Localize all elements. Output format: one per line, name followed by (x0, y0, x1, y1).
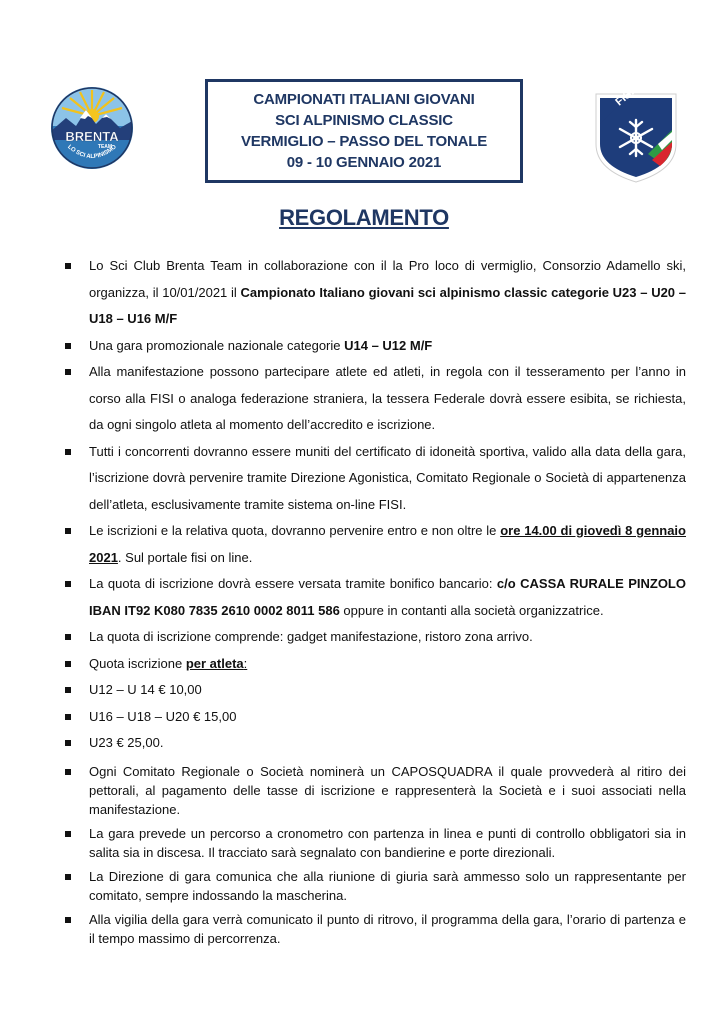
rule-text: Lo Sci Club Brenta Team in collaborazione con il la Pro loco di vermiglio, Consorzio Adamello ski, organizza, il 10/01/2021 il (89, 258, 686, 300)
rule-text: Tutti i concorrenti dovranno essere muniti del certificato di idoneità sportiva, valido alla data della gara, l’iscrizione dovrà pervenire tramite Direzione Agonistica, Comitato Regionale o Società di appartenenza dell’atleta, esclusivamente tramite sistema on-line FISI. (89, 443, 686, 512)
rule-item (62, 624, 686, 651)
rule-item (62, 677, 686, 704)
rule-item (62, 333, 686, 360)
rule-item (62, 518, 686, 571)
rule-text: La Direzione di gara comunica che alla riunione di giuria sarà ammesso solo un rappresentante per comitato, sempre indossando la mascherina. (89, 868, 686, 903)
event-title-box (205, 79, 523, 183)
event-title-line: CAMPIONATI ITALIANI GIOVANI (253, 91, 475, 108)
rule-text: Alla manifestazione possono partecipare atlete ed atleti, in regola con il tesseramento per l’anno in corso alla FISI o analoga federazione straniera, la tessera Federale dovrà essere esibita, se richiesta, da ogni singolo atleta al momento dell’accredito e iscrizione. (89, 364, 686, 432)
svg-text:FISI: FISI (613, 86, 637, 109)
rule-text: c/o CASSA RURALE PINZOLO IBAN IT92 K080 7835 2610 0002 8011 586 (89, 576, 686, 618)
rule-item (62, 910, 686, 948)
svg-text:LO SCI ALPINISMO: LO SCI ALPINISMO (66, 144, 118, 161)
rule-text: Quota iscrizione (89, 655, 186, 671)
rule-text: Una gara promozionale nazionale categorie (89, 337, 345, 353)
bullet-icon (65, 714, 71, 720)
svg-text:BRENTA: BRENTA (65, 129, 119, 144)
rule-item (62, 651, 686, 678)
brenta-team-logo-icon (50, 86, 134, 170)
bullet-icon (65, 917, 71, 923)
rule-item (62, 730, 686, 757)
bullet-icon (65, 369, 71, 375)
rule-text: oppure in contanti alla società organizzatrice. (339, 602, 604, 618)
rules-list (62, 253, 686, 948)
rule-text: U12 – U 14 € 10,00 (89, 682, 202, 697)
rule-item (62, 824, 686, 862)
rule-text: U16 – U18 – U20 € 15,00 (89, 708, 237, 724)
rule-item (62, 253, 686, 333)
event-title-line: 09 - 10 GENNAIO 2021 (286, 154, 442, 171)
rule-item (62, 704, 686, 731)
rule-text: U23 € 25,00. (89, 735, 164, 750)
rule-text: Alla vigilia della gara verrà comunicato il punto di ritrovo, il programma della gara, l’orario di partenza e il tempo massimo di percorrenza. (89, 911, 686, 946)
rule-item (62, 867, 686, 905)
bullet-icon (65, 634, 71, 640)
bullet-icon (65, 661, 71, 667)
rule-item (62, 571, 686, 624)
bullet-icon (65, 449, 71, 455)
svg-text:TEAM: TEAM (97, 144, 113, 150)
rule-item (62, 359, 686, 439)
bullet-icon (65, 874, 71, 880)
rule-text: Le iscrizioni e la relativa quota, dovranno pervenire entro e non oltre le (89, 523, 501, 538)
rule-text: La gara prevede un percorso a cronometro con partenza in linea e punti di controllo obbligatori sia in salita sia in discesa. Il tracciato sarà segnalato con bandierine e porte direzionali. (89, 825, 686, 860)
rule-text: La quota di iscrizione comprende: gadget manifestazione, ristoro zona arrivo. (89, 629, 533, 644)
fisi-logo-icon (590, 84, 682, 184)
event-title-line: SCI ALPINISMO CLASSIC (275, 112, 453, 129)
bullet-icon (65, 769, 71, 775)
rule-text: : (243, 655, 248, 671)
rule-text: per atleta (185, 655, 244, 671)
bullet-icon (65, 740, 71, 746)
bullet-icon (65, 831, 71, 837)
bullet-icon (65, 687, 71, 693)
event-title-line: VERMIGLIO – PASSO DEL TONALE (240, 133, 488, 150)
rule-item (62, 439, 686, 519)
rule-item (62, 762, 686, 819)
rule-text: U14 – U12 M/F (344, 337, 433, 353)
document-heading: REGOLAMENTO (279, 205, 449, 230)
bullet-icon (65, 528, 71, 534)
rule-text: ore 14.00 di giovedì 8 gennaio 2021 (89, 523, 686, 565)
bullet-icon (65, 263, 71, 269)
rule-text: La quota di iscrizione dovrà essere versata tramite bonifico bancario: (89, 576, 497, 591)
rule-text: Ogni Comitato Regionale o Società nominerà un CAPOSQUADRA il quale provvederà al ritiro dei pettorali, al pagamento delle tasse di iscrizione e rappresenterà la Società e i suoi associati nella manifestazione. (89, 763, 686, 817)
bullet-icon (65, 581, 71, 587)
rule-text: Campionato Italiano giovani sci alpinismo classic categorie U23 – U20 – U18 – U16 M/F (89, 284, 686, 326)
rule-text: . Sul portale fisi on line. (117, 549, 253, 565)
bullet-icon (65, 343, 71, 349)
